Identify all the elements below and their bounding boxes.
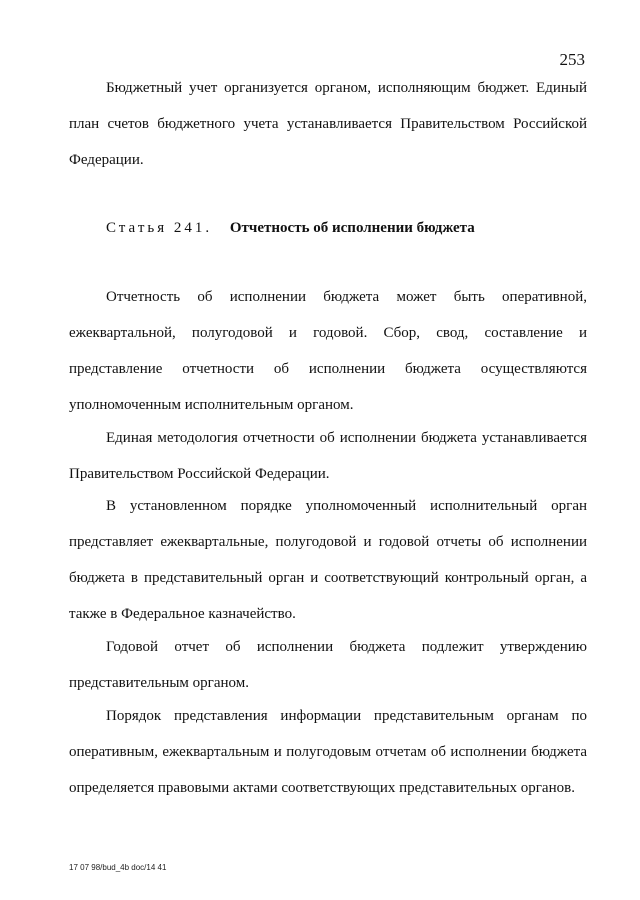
paragraph-5 (69, 698, 587, 806)
footer-file-reference: 17 07 98/bud_4b doc/14 41 (69, 863, 167, 872)
article-label: Статья 241. (106, 220, 213, 236)
paragraph-text: В установленном порядке уполномоченный исполнительный орган представляет ежеквартальные, полугодовой и годовой отчеты об исполнении бюджета в представительный орган и соответствующий контрольный орган, а также в Федеральное казначейство. (69, 498, 587, 622)
paragraph-text: Годовой отчет об исполнении бюджета подлежит утверждению представительным органом. (69, 639, 587, 691)
paragraph-1 (69, 279, 587, 423)
article-heading (106, 210, 475, 246)
paragraph-text: Отчетность об исполнении бюджета может быть оперативной, ежеквартальной, полугодовой и годовой. Сбор, свод, составление и представление отчетности об исполнении бюджета осуществляются уполномоченным исполнительным органом. (69, 289, 587, 413)
page-number: 253 (559, 50, 585, 69)
paragraph-2 (69, 420, 587, 492)
paragraph-4 (69, 629, 587, 701)
article-title: Отчетность об исполнении бюджета (229, 220, 475, 236)
paragraph-text: Порядок представления информации представительным органам по оперативным, ежеквартальным и полугодовым отчетам об исполнении бюджета определяется правовыми актами соответствующих представительных органов. (69, 708, 587, 796)
intro-paragraph (69, 70, 587, 178)
paragraph-text: Единая методология отчетности об исполнении бюджета устанавливается Правительством Российской Федерации. (69, 430, 587, 482)
paragraph-text: Бюджетный учет организуется органом, исполняющим бюджет. Единый план счетов бюджетного учета устанавливается Правительством Российской Федерации. (69, 80, 587, 168)
paragraph-3 (69, 488, 587, 632)
